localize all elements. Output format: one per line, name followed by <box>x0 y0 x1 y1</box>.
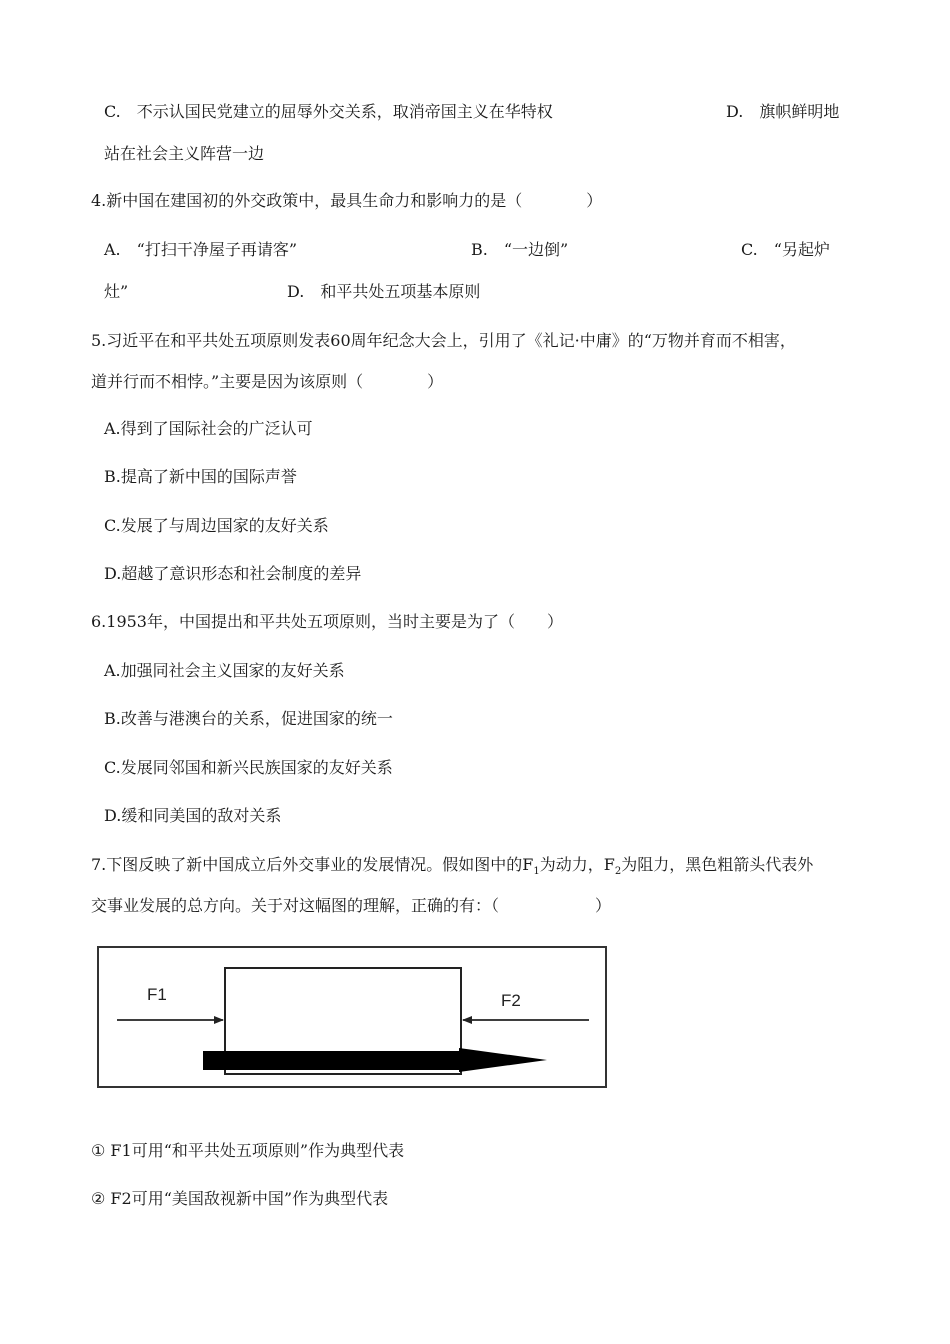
q4-option-a: A. “打扫干净屋子再请客” <box>104 240 298 259</box>
q6-stem: 6.1953年，中国提出和平共处五项原则，当时主要是为了（ ） <box>91 612 563 631</box>
q5-option-a: A.得到了国际社会的广泛认可 <box>104 419 313 438</box>
q5-option-b: B.提高了新中国的国际声誉 <box>104 467 297 486</box>
q3-option-d: D. 旗帜鲜明地 <box>726 102 840 121</box>
q7-statement-1: ① F1可用“和平共处五项原则”作为典型代表 <box>91 1141 405 1160</box>
q5-stem-line2: 道并行而不相悖。”主要是因为该原则（ ） <box>91 372 444 391</box>
q7-stem-part-c: 为阻力，黑色粗箭头代表外 <box>621 855 814 874</box>
force-diagram <box>97 946 607 1088</box>
q6-option-b: B.改善与港澳台的关系，促进国家的统一 <box>104 709 393 728</box>
q5-option-c: C.发展了与周边国家的友好关系 <box>104 516 329 535</box>
label-f1: F1 <box>147 985 167 1004</box>
force-diagram-svg <box>99 948 605 1086</box>
q4-option-b: B. “一边倒” <box>471 240 569 259</box>
q7-subscript-1: 1 <box>533 866 540 878</box>
q5-stem-line1: 5.习近平在和平共处五项原则发表60周年纪念大会上，引用了《礼记·中庸》的“万物并育而不相害， <box>91 331 796 350</box>
q7-stem-part-b: 为动力，F <box>539 855 615 874</box>
direction-arrow-shaft <box>203 1051 459 1070</box>
q4-option-c: C. “另起炉 <box>741 240 830 259</box>
q5-option-d: D.超越了意识形态和社会制度的差异 <box>104 564 362 583</box>
q4-stem: 4.新中国在建国初的外交政策中，最具生命力和影响力的是（ ） <box>91 191 603 210</box>
q6-option-a: A.加强同社会主义国家的友好关系 <box>104 661 345 680</box>
q6-option-d: D.缓和同美国的敌对关系 <box>104 806 282 825</box>
q7-stem-line1 <box>91 855 813 882</box>
label-f2: F2 <box>501 991 521 1010</box>
q7-subscript-2: 2 <box>614 866 622 878</box>
q7-stem-line2: 交事业发展的总方向。关于对这幅图的理解，正确的有：（ ） <box>91 896 612 915</box>
q4-option-d: D. 和平共处五项基本原则 <box>287 282 481 301</box>
q3-option-d-continued: 站在社会主义阵营一边 <box>104 144 265 163</box>
q7-stem-part-a: 7.下图反映了新中国成立后外交事业的发展情况。假如图中的F <box>91 855 534 874</box>
q7-statement-2: ② F2可用“美国敌视新中国”作为典型代表 <box>91 1189 389 1208</box>
direction-arrow-head <box>459 1048 547 1072</box>
q6-option-c: C.发展同邻国和新兴民族国家的友好关系 <box>104 758 393 777</box>
q4-option-c-continued: 灶” <box>104 282 129 301</box>
q3-option-c: C. 不示认国民党建立的屈辱外交关系，取消帝国主义在华特权 <box>104 102 553 121</box>
